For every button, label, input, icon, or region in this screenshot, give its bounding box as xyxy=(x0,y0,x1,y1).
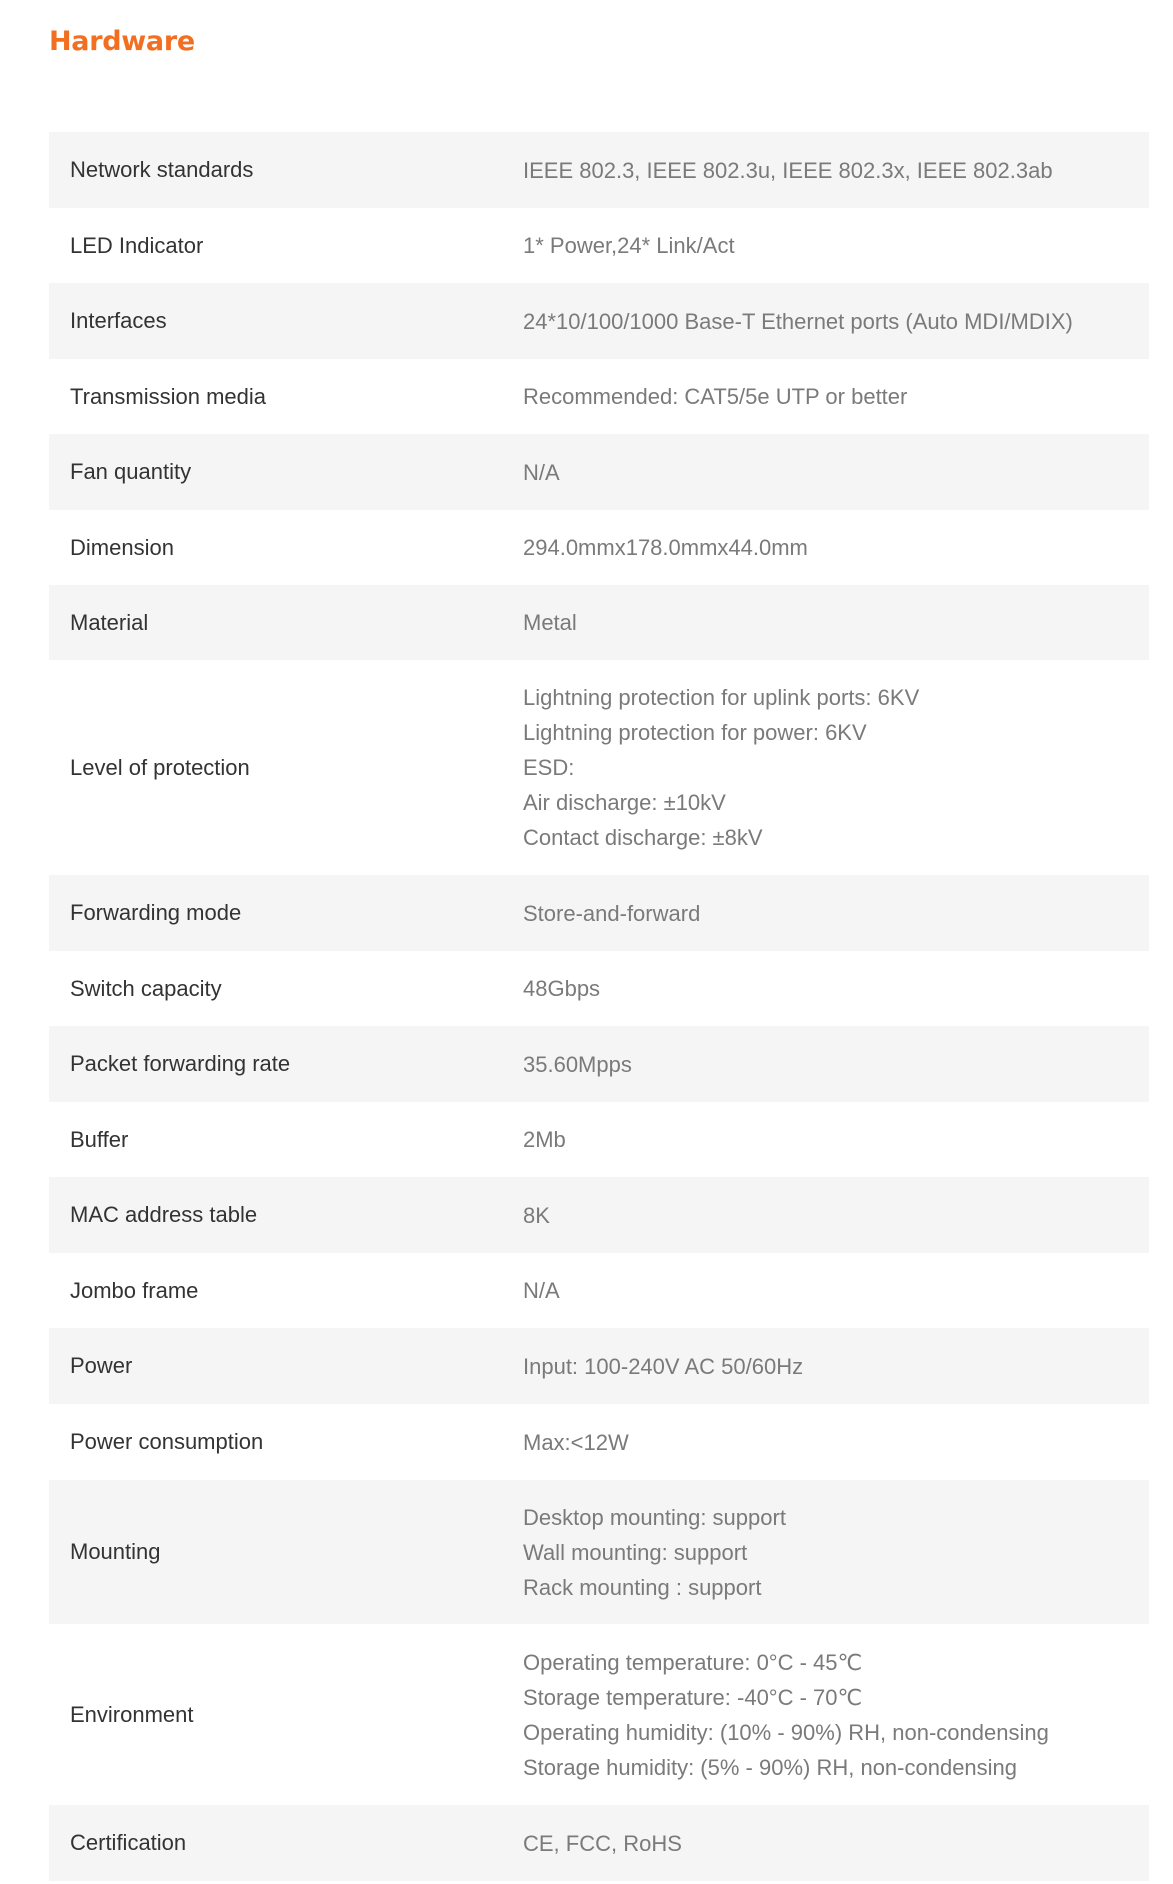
spec-row xyxy=(49,1328,1149,1404)
spec-value-line: 48Gbps xyxy=(523,976,601,1001)
spec-value xyxy=(523,153,1149,188)
spec-value-line: Lightning protection for power: 6KV xyxy=(523,720,867,745)
spec-value-line: Rack mounting : support xyxy=(523,1574,762,1600)
spec-value-line: 294.0mmx178.0mmx44.0mm xyxy=(523,535,808,560)
spec-row xyxy=(49,1480,1149,1624)
spec-value-line: Desktop mounting: support xyxy=(523,1504,786,1530)
spec-label: Power xyxy=(70,1353,133,1378)
spec-row xyxy=(49,434,1149,510)
spec-value xyxy=(523,1645,1149,1785)
spec-label: Transmission media xyxy=(70,383,267,409)
spec-label: Forwarding mode xyxy=(70,900,242,925)
spec-value-line: ESD: xyxy=(523,755,575,780)
spec-row xyxy=(49,1102,1149,1177)
spec-label: Fan quantity xyxy=(70,459,192,484)
spec-value xyxy=(523,1047,1149,1082)
spec-label: Buffer xyxy=(70,1126,129,1152)
spec-row xyxy=(49,951,1149,1026)
spec-row xyxy=(49,208,1149,283)
spec-value xyxy=(523,605,1149,640)
spec-label: Jombo frame xyxy=(70,1277,199,1303)
spec-value-line: Storage temperature: -40°C - 70℃ xyxy=(523,1684,863,1710)
spec-value xyxy=(523,1826,1149,1861)
spec-value-line: Store-and-forward xyxy=(523,900,701,926)
spec-value-line: Lightning protection for uplink ports: 6KV xyxy=(523,685,920,710)
spec-row xyxy=(49,1177,1149,1253)
spec-value xyxy=(523,455,1149,490)
spec-row xyxy=(49,283,1149,359)
spec-row xyxy=(49,1624,1149,1805)
spec-row xyxy=(49,1805,1149,1881)
spec-value-line: 2Mb xyxy=(523,1127,566,1152)
spec-row xyxy=(49,585,1149,660)
spec-value-line: IEEE 802.3, IEEE 802.3u, IEEE 802.3x, IEEE 802.3ab xyxy=(523,157,1053,183)
spec-value-line: 1* Power,24* Link/Act xyxy=(523,233,735,258)
spec-row xyxy=(49,1026,1149,1102)
spec-value-line: Wall mounting: support xyxy=(523,1539,748,1565)
spec-value xyxy=(523,680,1149,855)
spec-value-line: 24*10/100/1000 Base-T Ethernet ports (Auto MDI/MDIX) xyxy=(523,308,1073,334)
spec-row xyxy=(49,660,1149,875)
spec-value-line: Contact discharge: ±8kV xyxy=(523,825,763,850)
spec-label: Certification xyxy=(70,1830,187,1855)
spec-label: Interfaces xyxy=(70,308,167,333)
spec-value xyxy=(523,1500,1149,1605)
spec-row xyxy=(49,132,1149,208)
spec-value xyxy=(523,1273,1149,1308)
spec-label: Network standards xyxy=(70,157,254,182)
spec-value-line: Operating humidity: (10% - 90%) RH, non-condensing xyxy=(523,1719,1049,1745)
spec-value xyxy=(523,530,1149,565)
spec-label: Packet forwarding rate xyxy=(70,1051,291,1076)
spec-value-line: 35.60Mpps xyxy=(523,1051,632,1077)
spec-row xyxy=(49,1404,1149,1480)
section-title: Hardware xyxy=(49,26,195,57)
spec-value-line: Storage humidity: (5% - 90%) RH, non-condensing xyxy=(523,1754,1018,1780)
spec-table xyxy=(49,132,1149,1881)
spec-value-line: Operating temperature: 0°C - 45℃ xyxy=(523,1649,863,1675)
spec-value xyxy=(523,1198,1149,1233)
spec-value xyxy=(523,1349,1149,1384)
spec-value xyxy=(523,1425,1149,1460)
spec-value-line: Max:<12W xyxy=(523,1429,629,1455)
spec-value-line: N/A xyxy=(523,459,560,485)
spec-value xyxy=(523,228,1149,263)
spec-label: Material xyxy=(70,609,149,635)
spec-value-line: Input: 100-240V AC 50/60Hz xyxy=(523,1353,804,1379)
spec-label: Switch capacity xyxy=(70,975,222,1001)
spec-label: MAC address table xyxy=(70,1202,258,1227)
spec-value-line: N/A xyxy=(523,1278,560,1303)
spec-label: Mounting xyxy=(70,1539,161,1564)
spec-label: Environment xyxy=(70,1701,194,1727)
spec-label: Dimension xyxy=(70,534,174,560)
spec-row xyxy=(49,1253,1149,1328)
spec-value xyxy=(523,971,1149,1006)
spec-label: LED Indicator xyxy=(70,232,204,258)
spec-value-line: Air discharge: ±10kV xyxy=(523,790,726,815)
spec-value xyxy=(523,1122,1149,1157)
spec-value-line: Recommended: CAT5/5e UTP or better xyxy=(523,384,908,409)
spec-value-line: CE, FCC, RoHS xyxy=(523,1830,682,1856)
spec-row xyxy=(49,359,1149,434)
spec-label: Power consumption xyxy=(70,1429,264,1454)
spec-value-line: 8K xyxy=(523,1202,550,1228)
spec-row xyxy=(49,510,1149,585)
spec-value xyxy=(523,304,1149,339)
spec-value-line: Metal xyxy=(523,610,577,635)
spec-label: Level of protection xyxy=(70,754,250,780)
spec-row xyxy=(49,875,1149,951)
spec-value xyxy=(523,896,1149,931)
spec-value xyxy=(523,379,1149,414)
